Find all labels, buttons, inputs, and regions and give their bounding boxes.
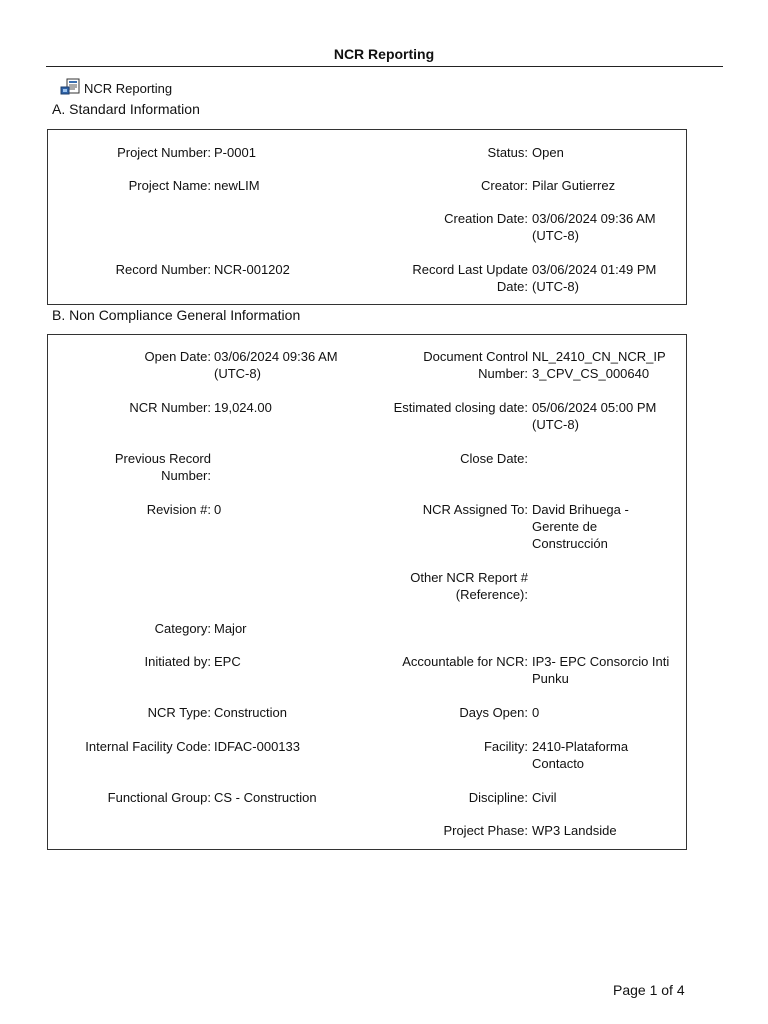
field-label: Other NCR Report # (Reference):: [410, 570, 528, 602]
document-title: NCR Reporting: [333, 46, 435, 62]
field-label: Initiated by:: [144, 654, 211, 669]
field-label: NCR Type:: [147, 705, 211, 720]
field-label: Record Number:: [115, 262, 211, 277]
report-icon: [60, 78, 82, 96]
section-a-title: A. Standard Information: [52, 101, 200, 117]
field-label: Days Open:: [459, 705, 528, 720]
title-divider: [46, 66, 723, 67]
field-value: Construction: [214, 705, 287, 720]
field-value: IDFAC-000133: [214, 739, 300, 754]
page-number: Page 1 of 4: [613, 982, 685, 998]
field-value: Civil: [532, 790, 557, 805]
field-label: Revision #:: [146, 502, 211, 517]
field-value: Pilar Gutierrez: [532, 178, 616, 193]
field-value: P-0001: [214, 145, 256, 160]
section-b-title: B. Non Compliance General Information: [52, 307, 301, 323]
field-value: 19,024.00: [214, 400, 272, 415]
field-value: IP3- EPC Consorcio Inti Punku: [532, 654, 670, 686]
section-b-box: [47, 334, 687, 850]
field-label: Category:: [154, 621, 211, 636]
field-value: 0: [532, 705, 540, 720]
section-a-box: [47, 129, 687, 305]
field-label: Discipline:: [468, 790, 528, 805]
field-value: 03/06/2024 09:36 AM (UTC-8): [532, 211, 656, 243]
field-value: WP3 Landside: [532, 823, 617, 838]
field-value: NCR-001202: [214, 262, 290, 277]
field-value: David Brihuega - Gerente de Construcción: [532, 502, 629, 551]
field-label: Open Date:: [144, 349, 211, 364]
field-value: Major: [214, 621, 247, 636]
field-label: NCR Assigned To:: [422, 502, 528, 517]
field-label: Project Phase:: [443, 823, 528, 838]
field-label: NCR Number:: [129, 400, 211, 415]
field-label: Accountable for NCR:: [402, 654, 528, 669]
field-label: Internal Facility Code:: [85, 739, 211, 754]
field-label: Estimated closing date:: [393, 400, 528, 415]
field-value: 05/06/2024 05:00 PM (UTC-8): [532, 400, 657, 432]
field-value: 03/06/2024 09:36 AM (UTC-8): [214, 349, 338, 381]
field-value: Open: [532, 145, 564, 160]
field-label: Close Date:: [460, 451, 528, 466]
field-value: 0: [214, 502, 222, 517]
field-label: Document Control Number:: [423, 349, 528, 381]
field-label: Creation Date:: [444, 211, 528, 226]
field-label: Project Name:: [128, 178, 211, 193]
app-label: NCR Reporting: [84, 81, 173, 96]
field-value: newLIM: [214, 178, 260, 193]
field-label: Creator:: [481, 178, 528, 193]
field-label: Previous Record Number:: [114, 451, 211, 483]
field-label: Project Number:: [117, 145, 211, 160]
field-label: Record Last Update Date:: [412, 262, 528, 294]
field-value: EPC: [214, 654, 241, 669]
field-label: Facility:: [483, 739, 528, 754]
app-heading: [60, 78, 172, 96]
field-value: NL_2410_CN_NCR_IP 3_CPV_CS_000640: [532, 349, 666, 381]
field-label: Functional Group:: [107, 790, 211, 805]
field-label: Status:: [487, 145, 528, 160]
field-value: CS - Construction: [214, 790, 317, 805]
field-value: 2410-Plataforma Contacto: [532, 739, 629, 771]
field-value: 03/06/2024 01:49 PM (UTC-8): [532, 262, 657, 294]
